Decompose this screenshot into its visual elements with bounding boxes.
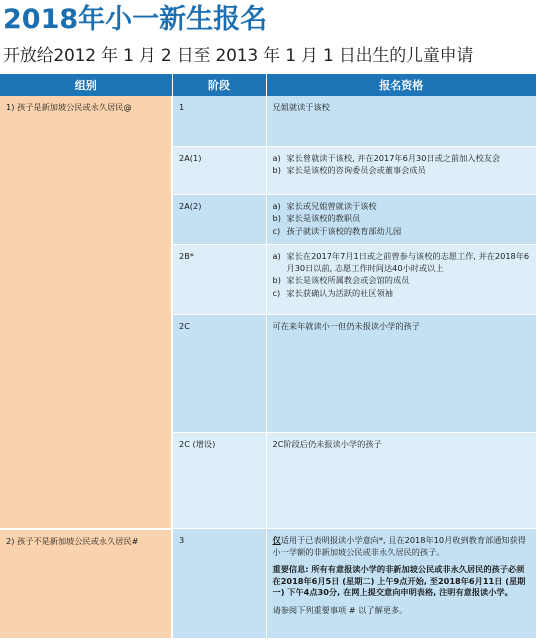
eligibility-text: 2C阶段后仍未报读小学的孩子 xyxy=(272,439,382,449)
eligibility-paragraph: 仅适用于已表明报读小学意向*, 且在2018年10月收到教育部通知获得小一学额的非新加坡公民或非永久居民的孩子。 xyxy=(272,535,526,557)
list-item: a) 家长在2017年7月1日或之前曾参与该校的志愿工作, 并在2018年6月30日以前, 志愿工作时间达40小时或以上 xyxy=(272,251,530,273)
table-header-row xyxy=(0,74,536,96)
group-cell-2 xyxy=(0,529,172,639)
list-item: b) 家长是该校的教职员 xyxy=(272,213,361,223)
eligibility-cell xyxy=(266,529,536,639)
stage-cell: 2A(2) xyxy=(172,194,266,245)
stage-cell: 3 xyxy=(172,529,266,639)
see-notes-text: 请参阅下列重要事项 # 以了解更多。 xyxy=(272,604,408,615)
list-item: a) 家长曾就读于该校, 并在2017年6月30日或之前加入校友会 xyxy=(272,152,501,163)
list-item: c) 孩子就读于该校的教育部幼儿园 xyxy=(272,225,402,236)
group-label: 2) 孩子不是新加坡公民或永久居民# xyxy=(6,535,139,546)
registration-table xyxy=(0,74,536,640)
table-row xyxy=(0,529,536,639)
eligibility-cell xyxy=(266,146,536,194)
eligibility-cell xyxy=(266,194,536,245)
eligibility-cell xyxy=(266,245,536,315)
list-item: a) 家长或兄姐曾就读于该校 xyxy=(272,200,377,211)
stage-cell: 2A(1) xyxy=(172,146,266,194)
eligibility-text: 兄姐就读于该校 xyxy=(272,102,330,112)
eligibility-text: 可在来年就读小一但仍未报读小学的孩子 xyxy=(272,321,420,331)
eligibility-cell xyxy=(266,315,536,433)
page-title: 2018年小一新生报名 xyxy=(3,4,268,35)
stage-cell: 2C (增设) xyxy=(172,433,266,529)
stage-cell: 1 xyxy=(172,96,266,146)
list-item: c) 家长获确认为活跃的社区领袖 xyxy=(272,287,393,298)
table-row xyxy=(0,96,536,146)
list-item: b) 家长是该校所属教会或会馆的成员 xyxy=(272,275,410,285)
stage-cell: 2C xyxy=(172,315,266,433)
header-eligibility: 报名资格 xyxy=(266,74,536,96)
group-cell-1 xyxy=(0,96,172,529)
header-stage: 阶段 xyxy=(172,74,266,96)
stage-cell: 2B* xyxy=(172,245,266,315)
eligibility-cell xyxy=(266,96,536,146)
list-item: b) 家长是该校的咨询委员会或董事会成员 xyxy=(272,165,426,175)
important-notice: 重要信息: 所有有意报读小学的非新加坡公民或非永久居民的孩子必须在2018年6月5日 (星期二) 上午9点开始, 至2018年6月11日 (星期一) 下午4点30分, 在网上提交意向申明表格, 注明有意报读小学。 xyxy=(272,564,526,597)
group-label: 1) 孩子是新加坡公民或永久居民@ xyxy=(6,102,132,112)
header-group: 组别 xyxy=(0,74,172,96)
page-subtitle: 开放给2012 年 1 月 2 日至 2013 年 1 月 1 日出生的儿童申请 xyxy=(3,46,474,66)
eligibility-cell xyxy=(266,433,536,529)
